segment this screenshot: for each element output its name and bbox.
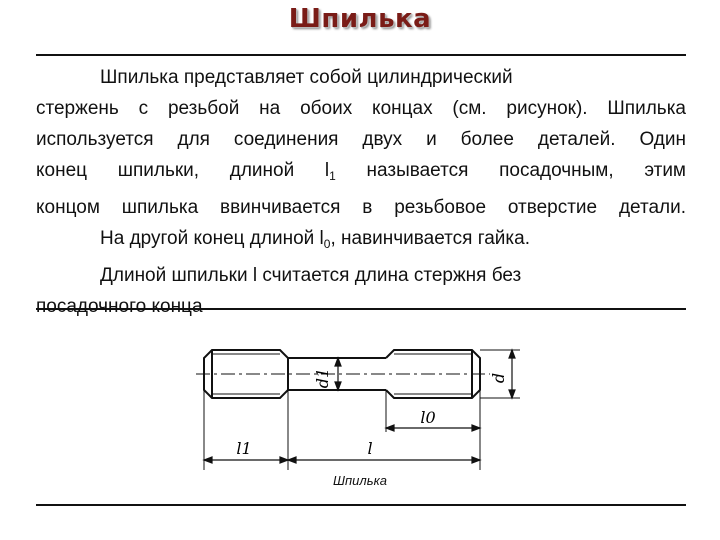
- figure-caption: Шпилька: [333, 473, 387, 488]
- text-line-6: [36, 223, 686, 260]
- subscript-0: 0: [323, 237, 331, 251]
- text-line-5: концом шпилька ввинчивается в резьбовое отверстие детали.: [36, 197, 686, 218]
- label-l0: l0: [420, 408, 436, 427]
- label-l: l: [367, 439, 373, 458]
- text-line-8: посадочного конца: [36, 296, 203, 317]
- top-rule: [36, 54, 686, 56]
- slide-title: Шпилька: [288, 4, 432, 34]
- text-line-4a: конец шпильки, длиной l: [36, 160, 330, 181]
- label-d1: d1: [313, 367, 332, 389]
- middle-rule: [36, 308, 686, 310]
- text-line-2: стержень с резьбой на обоих концах (см. рисунок). Шпилька: [36, 98, 686, 119]
- label-d: d: [489, 372, 508, 384]
- text-line-4b: называется посадочным, этим: [335, 160, 686, 181]
- description-text: [36, 62, 686, 322]
- text-line-6a: На другой конец длиной l: [100, 228, 324, 249]
- text-line-1: Шпилька представляет собой цилиндрический: [100, 67, 513, 88]
- text-line-3: используется для соединения двух и более деталей. Один: [36, 129, 686, 150]
- text-line-7: Длиной шпильки l считается длина стержня без: [100, 265, 522, 286]
- text-line-6b: , навинчивается гайка.: [330, 228, 530, 249]
- text-line-4: [36, 155, 686, 192]
- bottom-rule: [36, 504, 686, 506]
- subscript-1: 1: [329, 169, 336, 183]
- label-l1: l1: [236, 439, 252, 458]
